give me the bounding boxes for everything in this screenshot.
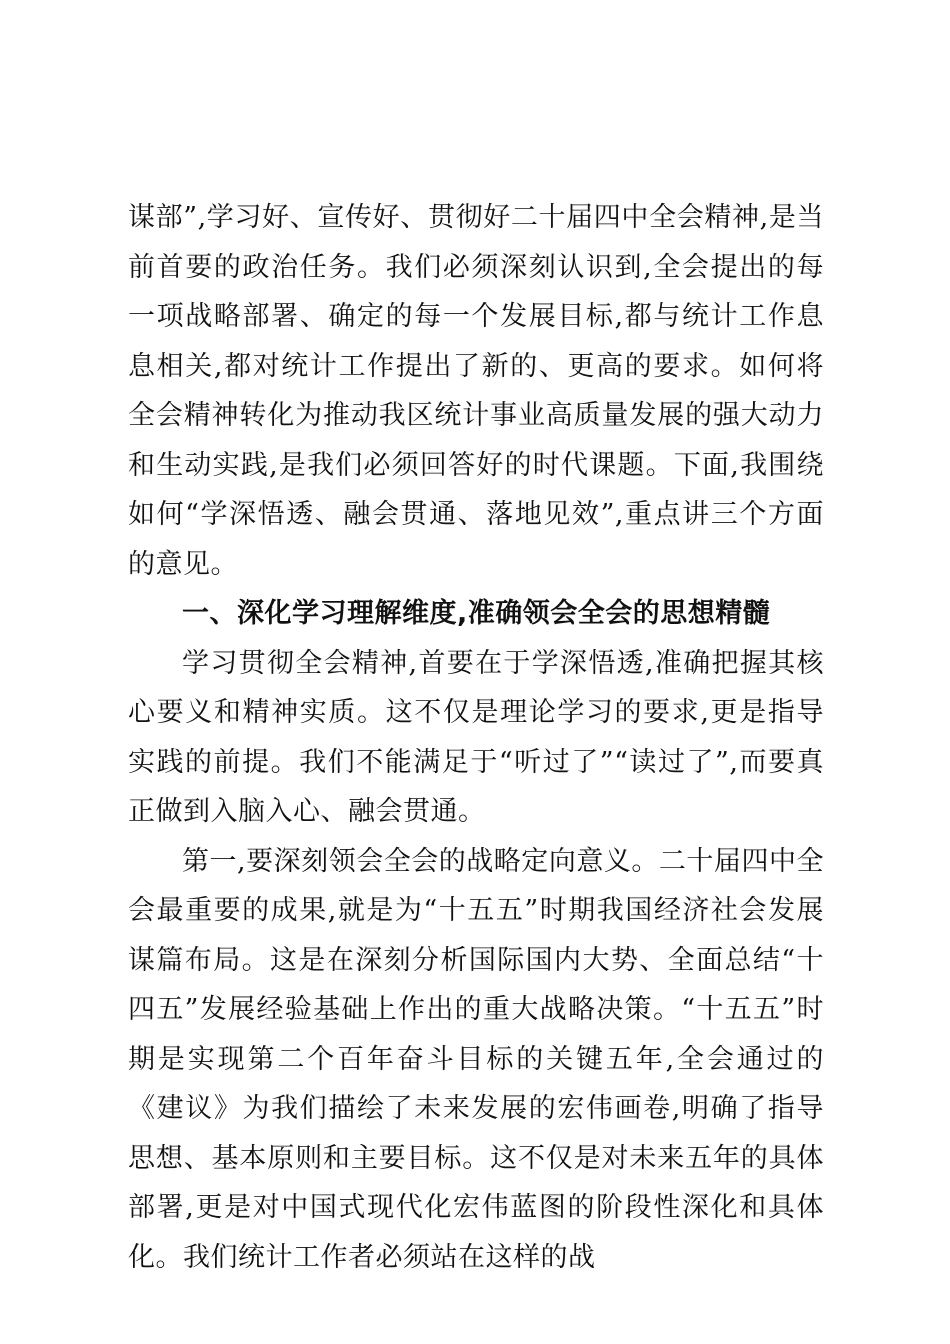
paragraph-first-point: 第一,要深刻领会全会的战略定向意义。二十届四中全会最重要的成果,就是为“十五五”时期我国经济社会发展谋篇布局。这是在深刻分析国际国内大势、全面总结“十四五”发展经验基础上作出的重大战略决策。“十五五”时期是实现第二个百年奋斗目标的关键五年,全会通过的《建议》为我们描绘了未来发展的宏伟画卷,明确了指导思想、基本原则和主要目标。这不仅是对未来五年的具体部署,更是对中国式现代化宏伟蓝图的阶段性深化和具体化。我们统计工作者必须站在这样的战 xyxy=(128,845,824,1273)
paragraph-study-requirement: 学习贯彻全会精神,首要在于学深悟透,准确把握其核心要义和精神实质。这不仅是理论学习的要求,更是指导实践的前提。我们不能满足于“听过了”“读过了”,而要真正做到入脑入心、融会贯通。 xyxy=(128,647,824,827)
document-body xyxy=(128,193,824,1282)
section-heading-1: 一、深化学习理解维度,准确领会全会的思想精髓 xyxy=(182,598,771,629)
paragraph-intro-continued: 谋部”,学习好、宣传好、贯彻好二十届四中全会精神,是当前首要的政治任务。我们必须深刻认识到,全会提出的每一项战略部署、确定的每一个发展目标,都与统计工作息息相关,都对统计工作提出了新的、更高的要求。如何将全会精神转化为推动我区统计事业高质量发展的强大动力和生动实践,是我们必须回答好的时代课题。下面,我围绕如何“学深悟透、融会贯通、落地见效”,重点讲三个方面的意见。 xyxy=(128,202,824,580)
